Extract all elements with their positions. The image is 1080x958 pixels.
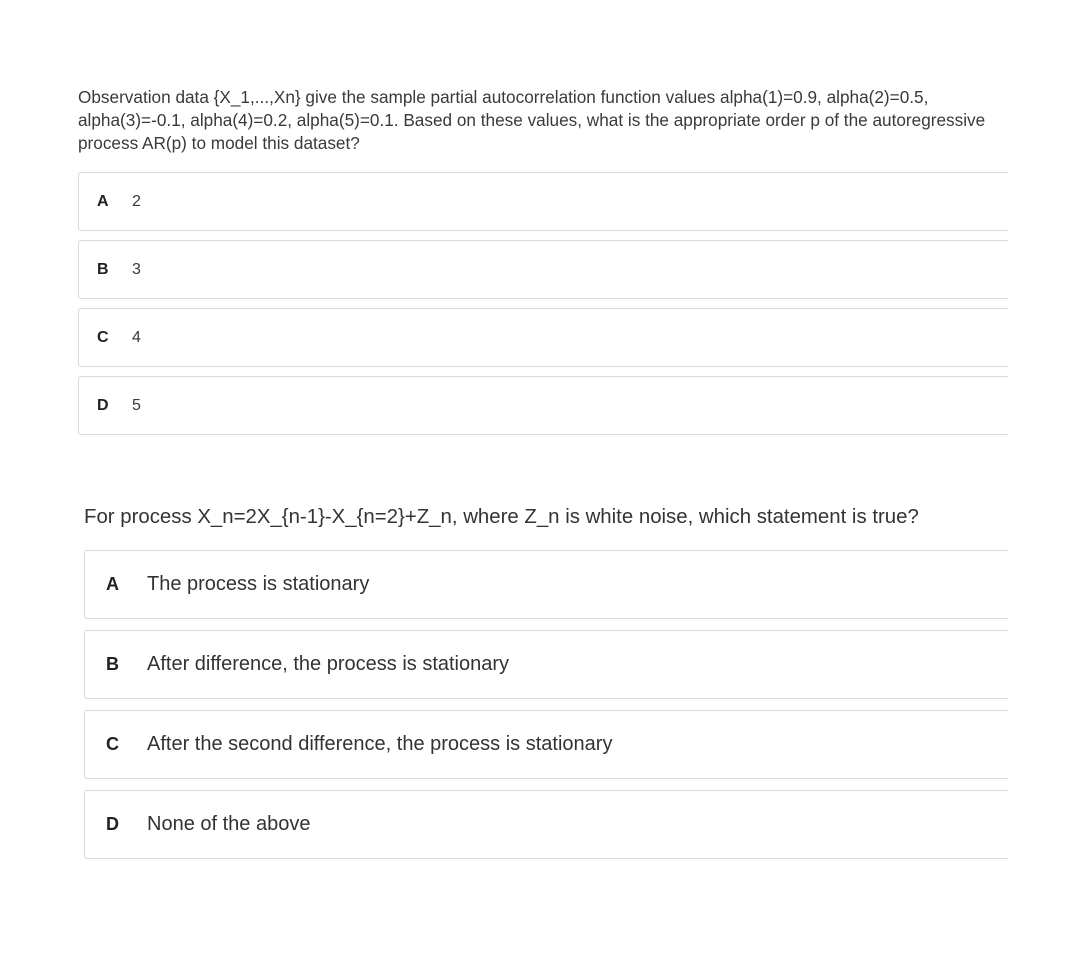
question-1-options xyxy=(78,172,1008,435)
question-2-options xyxy=(84,550,1008,859)
option-text: 5 xyxy=(132,396,141,414)
question-2-option-c[interactable] xyxy=(84,710,1008,779)
option-text: After difference, the process is stationary xyxy=(147,653,510,675)
option-text: After the second difference, the process is stationary xyxy=(147,733,613,755)
option-letter: C xyxy=(97,328,109,346)
question-1-option-c[interactable] xyxy=(78,308,1008,367)
question-2 xyxy=(84,504,1008,870)
option-letter: C xyxy=(106,734,119,754)
question-1-option-b[interactable] xyxy=(78,240,1008,299)
option-text: 2 xyxy=(132,192,141,210)
question-1 xyxy=(78,86,1008,444)
option-letter: A xyxy=(97,192,109,210)
option-text: The process is stationary xyxy=(147,573,370,595)
option-text: 4 xyxy=(132,328,141,346)
question-2-option-a[interactable] xyxy=(84,550,1008,619)
question-2-text: For process X_n=2X_{n-1}-X_{n=2}+Z_n, where Z_n is white noise, which statement is true? xyxy=(84,506,919,528)
option-letter: A xyxy=(106,574,119,594)
option-letter: D xyxy=(106,814,119,834)
question-2-option-d[interactable] xyxy=(84,790,1008,859)
question-2-option-b[interactable] xyxy=(84,630,1008,699)
option-letter: B xyxy=(97,260,109,278)
option-text: 3 xyxy=(132,260,141,278)
question-1-option-a[interactable] xyxy=(78,172,1008,231)
question-1-text: Observation data {X_1,...,Xn} give the sample partial autocorrelation function values alpha(1)=0.9, alpha(2)=0.5, alpha(3)=-0.1, alpha(4)=0.2, alpha(5)=0.1. Based on these values, what is the appropriate order p of the autoregressive process AR(p) to model this dataset? xyxy=(78,87,986,153)
question-1-option-d[interactable] xyxy=(78,376,1008,435)
option-text: None of the above xyxy=(147,813,311,835)
option-letter: B xyxy=(106,654,119,674)
option-letter: D xyxy=(97,396,109,414)
